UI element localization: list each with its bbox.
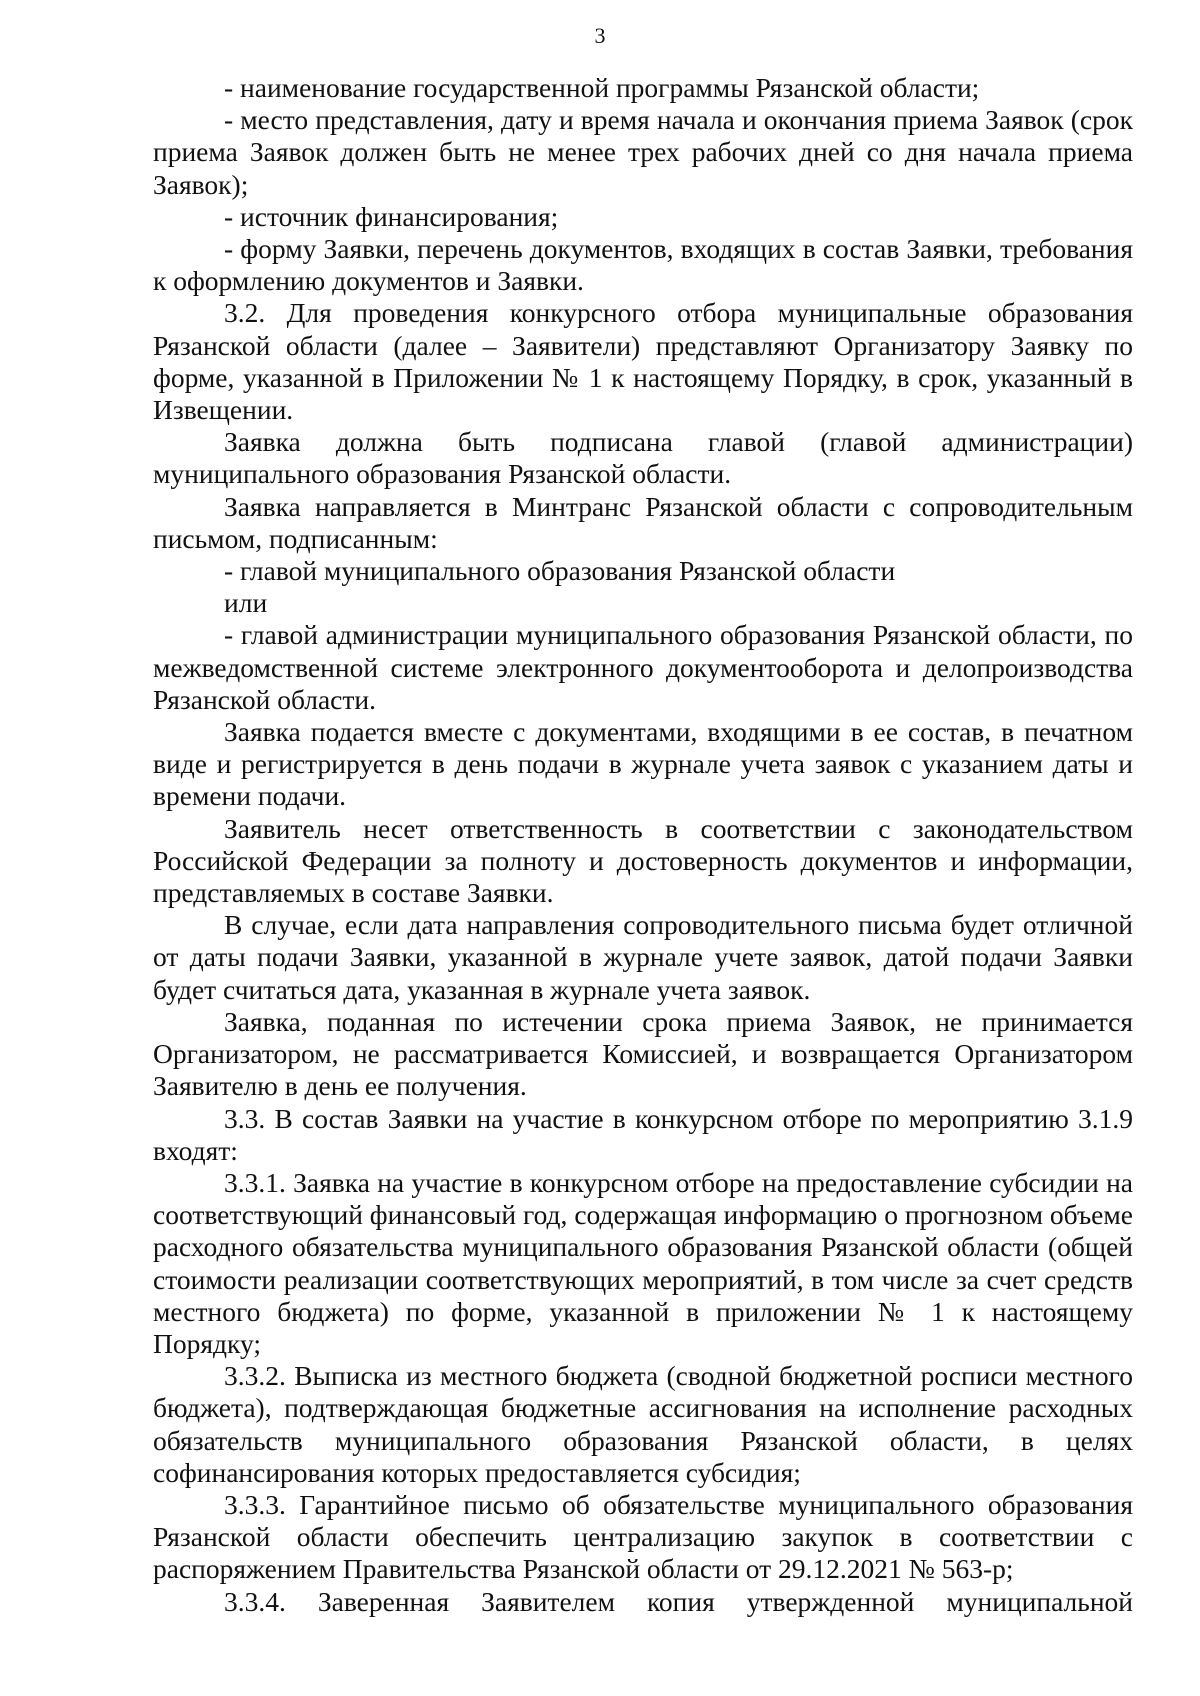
paragraph: 3.2. Для проведения конкурсного отбора муниципальные образования Рязанской области (далее – Заявители) представляют Организатору Заявку по форме, указанной в Приложении № 1 к настоящему Порядку, в срок, указанный в Извещении. (153, 297, 1133, 426)
paragraph: В случае, если дата направления сопроводительного письма будет отличной от даты подачи Заявки, указанной в журнале учете заявок, датой подачи Заявки будет считаться дата, указанная в журнале учета заявок. (153, 909, 1133, 1005)
paragraph: Заявитель несет ответственность в соответствии с законодательством Российской Федерации за полноту и достоверность документов и информации, представляемых в составе Заявки. (153, 812, 1133, 909)
paragraph: 3.3. В состав Заявки на участие в конкурсном отборе по мероприятию 3.1.9 входят: (153, 1102, 1133, 1166)
paragraph: - главой администрации муниципального образования Рязанской области, по межведомственной системе электронного документооборота и делопроизводства Рязанской области. (153, 619, 1133, 715)
paragraph: - место представления, дату и время начала и окончания приема Заявок (срок приема Заявок должен быть не менее трех рабочих дней со дня начала приема Заявок); (153, 104, 1133, 200)
paragraph: Заявка должна быть подписана главой (главой администрации) муниципального образования Рязанской области. (153, 426, 1133, 490)
paragraph: Заявка подается вместе с документами, входящими в ее состав, в печатном виде и регистрируется в день подачи в журнале учета заявок с указанием даты и времени подачи. (153, 716, 1133, 812)
paragraph: - форму Заявки, перечень документов, входящих в состав Заявки, требования к оформлению документов и Заявки. (153, 233, 1133, 297)
paragraph: 3.3.1. Заявка на участие в конкурсном отборе на предоставление субсидии на соответствующий финансовый год, содержащая информацию о прогнозном объеме расходного обязательства муниципального образования Рязанской области (общей стоимости реализации соответствующих мероприятий, в том числе за счет средств местного бюджета) по форме, указанной в приложении № 1 к настоящему Порядку; (153, 1166, 1133, 1359)
paragraph: 3.3.4. Заверенная Заявителем копия утвержденной муниципальной (224, 1585, 1133, 1617)
paragraph: - главой муниципального образования Рязанской области (224, 555, 896, 587)
paragraph: 3.3.2. Выписка из местного бюджета (сводной бюджетной росписи местного бюджета), подтверждающая бюджетные ассигнования на исполнение расходных обязательств муниципального образования Рязанской области, в целях софинансирования которых предоставляется субсидия; (153, 1360, 1133, 1488)
paragraph: 3.3.3. Гарантийное письмо об обязательстве муниципального образования Рязанской области обеспечить централизацию закупок в соответствии с распоряжением Правительства Рязанской области от 29.12.2021 № 563-р; (153, 1488, 1133, 1585)
paragraph: - источник финансирования; (224, 200, 559, 232)
page-number: 3 (594, 23, 606, 48)
document-body (153, 72, 1133, 1618)
paragraph: - наименование государственной программы Рязанской области; (224, 72, 980, 103)
paragraph: или (224, 587, 268, 619)
paragraph: Заявка, поданная по истечении срока приема Заявок, не принимается Организатором, не рассматривается Комиссией, и возвращается Организатором Заявителю в день ее получения. (153, 1005, 1133, 1102)
paragraph: Заявка направляется в Минтранс Рязанской области с сопроводительным письмом, подписанным: (153, 490, 1133, 554)
